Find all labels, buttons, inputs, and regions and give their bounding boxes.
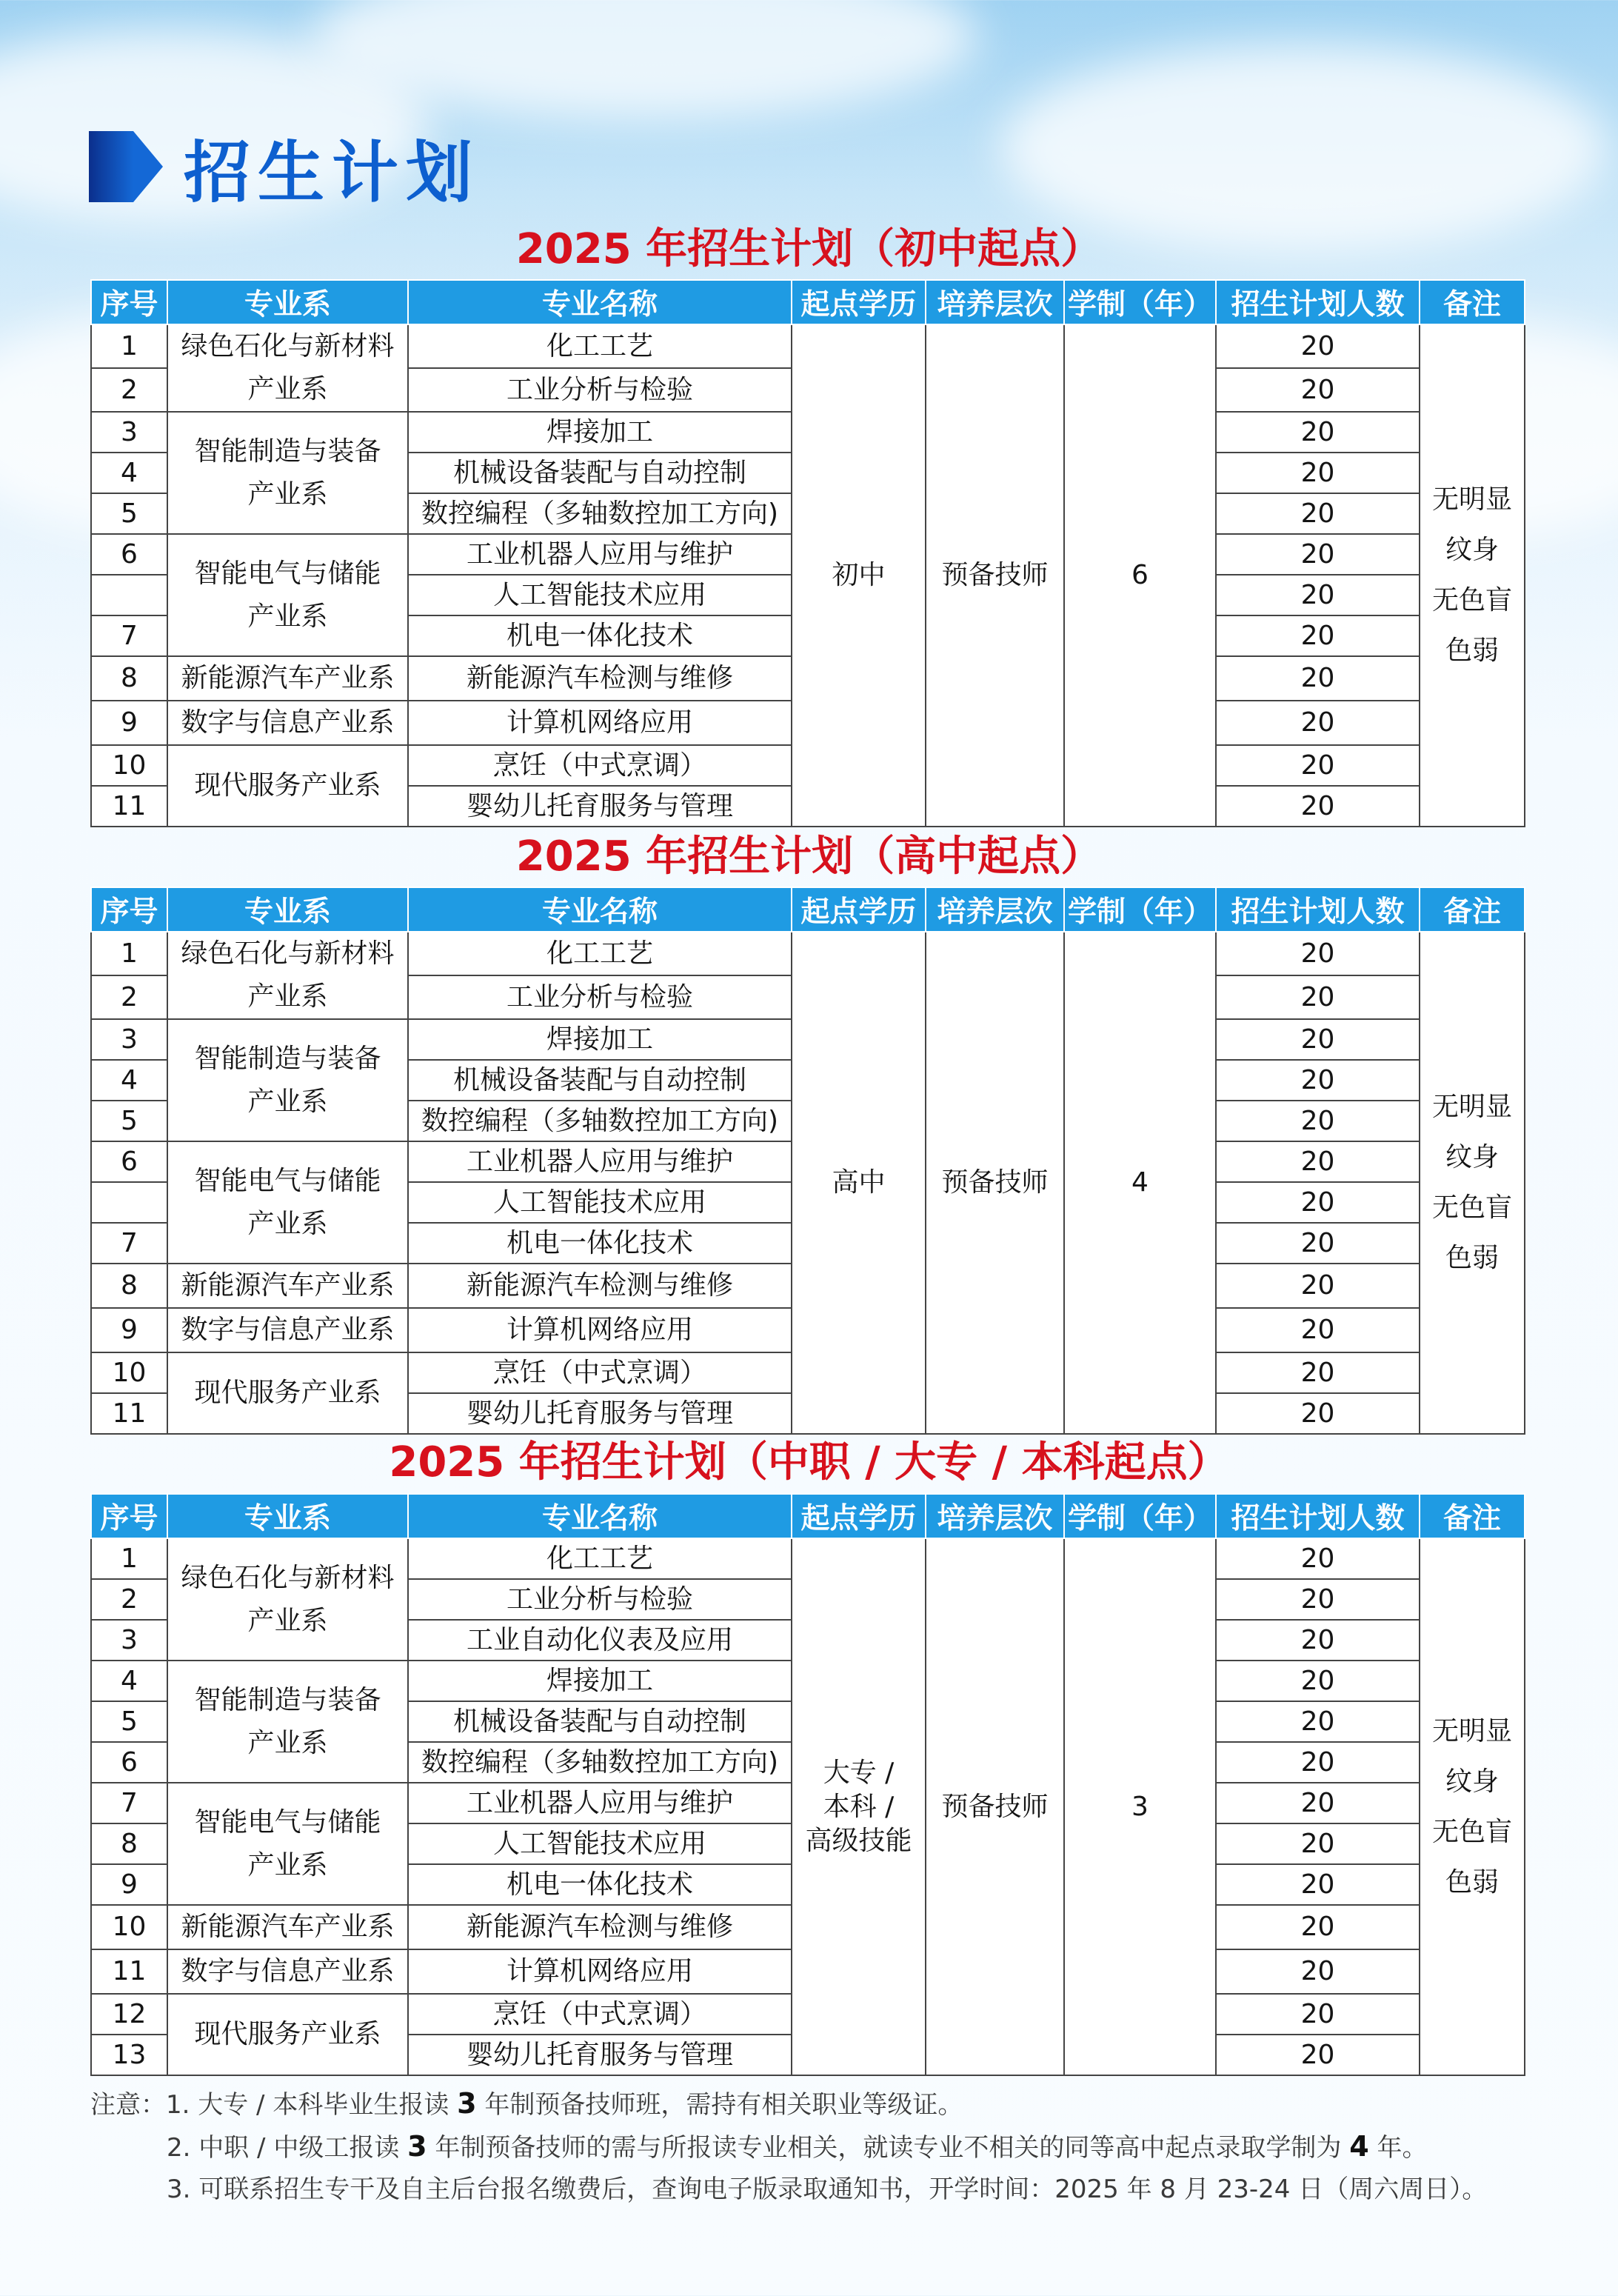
department-cell (167, 534, 408, 656)
department-cell (167, 1538, 408, 1661)
department-cell (167, 1308, 408, 1352)
header-col-start: 起点学历 (792, 280, 926, 324)
department-name: 新能源汽车产业系 (181, 1270, 395, 1301)
department-name: 现代服务产业系 (194, 1378, 381, 1408)
row-number: 4 (91, 453, 167, 493)
remark-line: 无明显 (1431, 1715, 1512, 1746)
major-name: 化工工艺 (408, 1538, 792, 1579)
plan-table-vocational (90, 1493, 1525, 2076)
header-col-no: 序号 (91, 1494, 167, 1538)
enrollment-count: 20 (1216, 2035, 1420, 2075)
enrollment-count: 20 (1216, 412, 1420, 453)
major-name: 工业自动化仪表及应用 (408, 1620, 792, 1661)
start-education-part: 大专 / (823, 1757, 895, 1788)
department-name: 产业系 (247, 601, 328, 632)
training-level: 预备技师 (926, 1538, 1064, 2075)
header-col-level: 培养层次 (926, 280, 1064, 324)
row-number: 12 (91, 1994, 167, 2035)
start-education-part: 高级技能 (805, 1825, 912, 1856)
major-name: 数控编程（多轴数控加工方向) (408, 493, 792, 534)
major-name: 婴幼儿托育服务与管理 (408, 2035, 792, 2075)
header-col-count: 招生计划人数 (1216, 280, 1420, 324)
department-name: 数字与信息产业系 (181, 707, 395, 738)
row-number: 10 (91, 745, 167, 786)
department-cell (167, 1661, 408, 1783)
page-title: 招生计划 (184, 134, 480, 212)
row-number: 6 (91, 1742, 167, 1783)
enrollment-count: 20 (1216, 1864, 1420, 1905)
major-name: 工业分析与检验 (408, 368, 792, 412)
major-name: 工业分析与检验 (408, 975, 792, 1019)
row-number: 5 (91, 493, 167, 534)
row-number: 7 (91, 1223, 167, 1264)
department-cell (167, 1949, 408, 1994)
row-number: 5 (91, 1701, 167, 1742)
department-name: 现代服务产业系 (194, 2019, 381, 2049)
enrollment-count: 20 (1216, 1308, 1420, 1352)
row-number: 8 (91, 1823, 167, 1864)
major-name: 焊接加工 (408, 1019, 792, 1060)
header-col-start: 起点学历 (792, 887, 926, 932)
department-name: 产业系 (247, 981, 328, 1012)
table-row (91, 1538, 1525, 1579)
major-name: 化工工艺 (408, 932, 792, 975)
department-cell (167, 1019, 408, 1141)
header-arrow-icon (133, 131, 163, 202)
enrollment-count: 20 (1216, 975, 1420, 1019)
enrollment-count: 20 (1216, 493, 1420, 534)
major-name: 工业机器人应用与维护 (408, 1141, 792, 1182)
row-number: 9 (91, 1864, 167, 1905)
enrollment-count: 20 (1216, 1579, 1420, 1620)
department-cell (167, 1783, 408, 1905)
enrollment-count: 20 (1216, 1182, 1420, 1223)
major-name: 烹饪（中式烹调） (408, 1994, 792, 2035)
enrollment-count: 20 (1216, 1264, 1420, 1308)
row-number: 4 (91, 1661, 167, 1701)
row-number: 8 (91, 1264, 167, 1308)
department-name: 绿色石化与新材料 (181, 938, 395, 969)
major-name: 焊接加工 (408, 412, 792, 453)
plan-title-vocational: 2025 年招生计划（中职 / 大专 / 本科起点） (389, 1438, 1229, 1486)
header-col-years: 学制（年） (1064, 887, 1216, 932)
row-number: 10 (91, 1352, 167, 1393)
remark-cell (1420, 932, 1525, 1434)
row-number: 11 (91, 1949, 167, 1994)
major-name: 机电一体化技术 (408, 1223, 792, 1264)
plan-table-junior (90, 279, 1525, 827)
major-name: 新能源汽车检测与维修 (408, 1905, 792, 1949)
table-row (91, 932, 1525, 975)
enrollment-count: 20 (1216, 1742, 1420, 1783)
enrollment-count: 20 (1216, 324, 1420, 368)
header-col-remark: 备注 (1420, 887, 1525, 932)
plan-title-senior: 2025 年招生计划（高中起点） (515, 832, 1103, 881)
department-cell (167, 745, 408, 827)
enrollment-count: 20 (1216, 368, 1420, 412)
department-name: 产业系 (247, 1605, 328, 1636)
start-education: 高中 (792, 932, 926, 1434)
major-name: 机械设备装配与自动控制 (408, 1701, 792, 1742)
row-number: 5 (91, 1101, 167, 1141)
department-name: 新能源汽车产业系 (181, 663, 395, 693)
major-name: 焊接加工 (408, 1661, 792, 1701)
department-cell (167, 1352, 408, 1434)
remark-line: 无明显 (1431, 1092, 1512, 1122)
header-col-start: 起点学历 (792, 1494, 926, 1538)
note-item-1: 注意：1. 大专 / 本科毕业生报读 3 年制预备技师班，需持有相关职业等级证。 (90, 2087, 963, 2120)
major-name: 数控编程（多轴数控加工方向) (408, 1101, 792, 1141)
row-number: 13 (91, 2035, 167, 2075)
department-cell (167, 1905, 408, 1949)
major-name: 烹饪（中式烹调） (408, 745, 792, 786)
department-cell (167, 1994, 408, 2075)
enrollment-count: 20 (1216, 656, 1420, 701)
enrollment-count: 20 (1216, 575, 1420, 615)
major-name: 机械设备装配与自动控制 (408, 1060, 792, 1101)
enrollment-count: 20 (1216, 786, 1420, 827)
plan-table-senior (90, 887, 1525, 1435)
page-header (89, 126, 480, 212)
row-number: 6 (91, 534, 167, 575)
header-col-years: 学制（年） (1064, 280, 1216, 324)
study-years: 6 (1064, 324, 1216, 827)
major-name: 计算机网络应用 (408, 1308, 792, 1352)
department-name: 绿色石化与新材料 (181, 1562, 395, 1593)
major-name: 婴幼儿托育服务与管理 (408, 1393, 792, 1434)
study-years: 4 (1064, 932, 1216, 1434)
major-name: 机械设备装配与自动控制 (408, 453, 792, 493)
major-name: 新能源汽车检测与维修 (408, 1264, 792, 1308)
enrollment-count: 20 (1216, 701, 1420, 745)
row-number: 9 (91, 701, 167, 745)
header-col-dept: 专业系 (167, 280, 408, 324)
enrollment-count: 20 (1216, 1661, 1420, 1701)
header-col-major: 专业名称 (408, 280, 792, 324)
major-name: 人工智能技术应用 (408, 1823, 792, 1864)
enrollment-count: 20 (1216, 1701, 1420, 1742)
cloud (1000, 44, 1607, 252)
row-number: 6 (91, 1141, 167, 1182)
major-name: 婴幼儿托育服务与管理 (408, 786, 792, 827)
training-level: 预备技师 (926, 932, 1064, 1434)
department-name: 产业系 (247, 1208, 328, 1239)
remark-line: 色弱 (1445, 1243, 1499, 1273)
enrollment-count: 20 (1216, 1538, 1420, 1579)
department-name: 智能制造与装备 (194, 1043, 381, 1074)
enrollment-count: 20 (1216, 615, 1420, 656)
header-col-years: 学制（年） (1064, 1494, 1216, 1538)
department-name: 智能制造与装备 (194, 1684, 381, 1715)
row-number (91, 1182, 167, 1223)
enrollment-count: 20 (1216, 932, 1420, 975)
table-header-row (91, 1494, 1525, 1538)
row-number: 11 (91, 1393, 167, 1434)
row-number: 2 (91, 1579, 167, 1620)
study-years: 3 (1064, 1538, 1216, 2075)
department-name: 产业系 (247, 1086, 328, 1117)
table-header-row (91, 280, 1525, 324)
department-cell (167, 932, 408, 1019)
remark-line: 纹身 (1445, 1766, 1499, 1797)
enrollment-count: 20 (1216, 1352, 1420, 1393)
start-education (792, 1538, 926, 2075)
start-education-part: 本科 / (823, 1791, 895, 1822)
header-bar-icon (89, 131, 133, 202)
department-name: 产业系 (247, 374, 328, 404)
header-col-dept: 专业系 (167, 887, 408, 932)
header-col-dept: 专业系 (167, 1494, 408, 1538)
remark-cell (1420, 324, 1525, 827)
start-education: 初中 (792, 324, 926, 827)
major-name: 人工智能技术应用 (408, 1182, 792, 1223)
major-name: 机电一体化技术 (408, 615, 792, 656)
row-number: 10 (91, 1905, 167, 1949)
enrollment-count: 20 (1216, 1060, 1420, 1101)
enrollment-count: 20 (1216, 1949, 1420, 1994)
remark-line: 无色盲 (1431, 1192, 1512, 1223)
header-col-level: 培养层次 (926, 887, 1064, 932)
header-col-count: 招生计划人数 (1216, 887, 1420, 932)
row-number: 4 (91, 1060, 167, 1101)
header-col-no: 序号 (91, 280, 167, 324)
row-number: 3 (91, 412, 167, 453)
enrollment-count: 20 (1216, 534, 1420, 575)
row-number: 3 (91, 1019, 167, 1060)
department-name: 产业系 (247, 478, 328, 510)
enrollment-count: 20 (1216, 1101, 1420, 1141)
department-name: 绿色石化与新材料 (181, 331, 395, 361)
notes (90, 2083, 1564, 2210)
notes-label: 注意： (90, 2090, 166, 2120)
department-cell (167, 412, 408, 534)
row-number: 3 (91, 1620, 167, 1661)
table-header-row (91, 887, 1525, 932)
enrollment-count: 20 (1216, 1823, 1420, 1864)
department-name: 产业系 (247, 1727, 328, 1758)
row-number: 1 (91, 932, 167, 975)
header-col-major: 专业名称 (408, 887, 792, 932)
enrollment-count: 20 (1216, 453, 1420, 493)
row-number: 9 (91, 1308, 167, 1352)
row-number: 1 (91, 324, 167, 368)
department-cell (167, 324, 408, 412)
department-name: 智能电气与储能 (194, 1165, 381, 1196)
training-level: 预备技师 (926, 324, 1064, 827)
note-item-3: 3. 可联系招生专干及自主后台报名缴费后，查询电子版录取通知书，开学时间：2025 年 8 月 23-24 日（周六周日）。 (167, 2175, 1488, 2204)
major-name: 工业分析与检验 (408, 1579, 792, 1620)
major-name: 计算机网络应用 (408, 701, 792, 745)
enrollment-count: 20 (1216, 1393, 1420, 1434)
remark-line: 无色盲 (1431, 1816, 1512, 1847)
department-name: 现代服务产业系 (194, 770, 381, 801)
enrollment-count: 20 (1216, 745, 1420, 786)
major-name: 人工智能技术应用 (408, 575, 792, 615)
row-number: 2 (91, 975, 167, 1019)
plan-title-junior: 2025 年招生计划（初中起点） (515, 225, 1103, 273)
row-number: 11 (91, 786, 167, 827)
remark-line: 纹身 (1445, 1142, 1499, 1172)
major-name: 化工工艺 (408, 324, 792, 368)
department-name: 智能制造与装备 (194, 435, 381, 467)
major-name: 数控编程（多轴数控加工方向) (408, 1742, 792, 1783)
table-row (91, 324, 1525, 368)
department-cell (167, 656, 408, 701)
row-number: 7 (91, 615, 167, 656)
department-name: 数字与信息产业系 (181, 1956, 395, 1986)
major-name: 新能源汽车检测与维修 (408, 656, 792, 701)
remark-line: 纹身 (1445, 535, 1499, 565)
major-name: 工业机器人应用与维护 (408, 1783, 792, 1823)
row-number: 8 (91, 656, 167, 701)
enrollment-count: 20 (1216, 1905, 1420, 1949)
enrollment-count: 20 (1216, 1019, 1420, 1060)
header-col-remark: 备注 (1420, 1494, 1525, 1538)
major-name: 计算机网络应用 (408, 1949, 792, 1994)
major-name: 烹饪（中式烹调） (408, 1352, 792, 1393)
header-col-no: 序号 (91, 887, 167, 932)
enrollment-count: 20 (1216, 1141, 1420, 1182)
row-number: 7 (91, 1783, 167, 1823)
remark-line: 色弱 (1445, 1866, 1499, 1898)
header-col-remark: 备注 (1420, 280, 1525, 324)
remark-line: 色弱 (1445, 635, 1499, 666)
remark-cell (1420, 1538, 1525, 2075)
department-name: 智能电气与储能 (194, 1806, 381, 1838)
header-col-level: 培养层次 (926, 1494, 1064, 1538)
department-cell (167, 701, 408, 745)
enrollment-count: 20 (1216, 1620, 1420, 1661)
row-number: 2 (91, 368, 167, 412)
note-item-2: 2. 中职 / 中级工报读 3 年制预备技师的需与所报读专业相关，就读专业不相关的同等高中起点录取学制为 4 年。 (167, 2130, 1428, 2163)
department-name: 新能源汽车产业系 (181, 1912, 395, 1942)
header-col-major: 专业名称 (408, 1494, 792, 1538)
row-number: 1 (91, 1538, 167, 1579)
major-name: 工业机器人应用与维护 (408, 534, 792, 575)
remark-line: 无明显 (1431, 484, 1512, 515)
enrollment-count: 20 (1216, 1223, 1420, 1264)
major-name: 机电一体化技术 (408, 1864, 792, 1905)
header-col-count: 招生计划人数 (1216, 1494, 1420, 1538)
department-cell (167, 1141, 408, 1264)
department-cell (167, 1264, 408, 1308)
department-name: 智能电气与储能 (194, 558, 381, 589)
department-name: 产业系 (247, 1849, 328, 1880)
remark-line: 无色盲 (1431, 585, 1512, 615)
enrollment-count: 20 (1216, 1994, 1420, 2035)
row-number (91, 575, 167, 615)
enrollment-count: 20 (1216, 1783, 1420, 1823)
department-name: 数字与信息产业系 (181, 1315, 395, 1345)
